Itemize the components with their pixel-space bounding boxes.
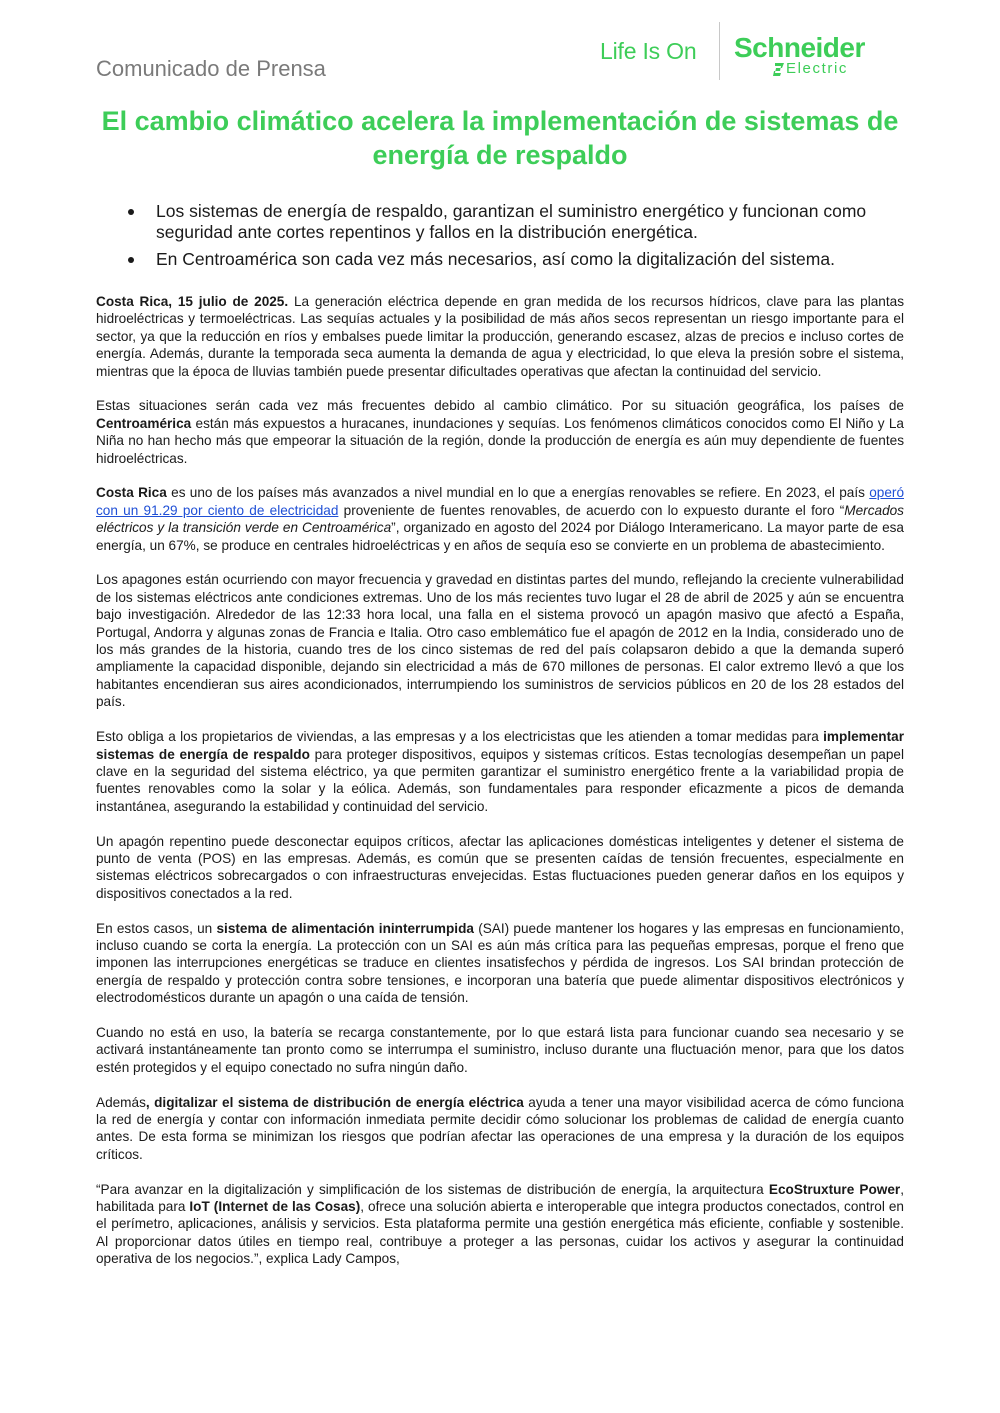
summary-bullets [128,201,888,276]
bold-text: Centroamérica [96,415,192,431]
document-type-label: Comunicado de Prensa [96,56,326,81]
bold-text: , digitalizar el sistema de distribución de energía eléctrica [145,1094,524,1110]
paragraph-digitalize [96,1094,904,1164]
paragraph-outage: Un apagón repentino puede desconectar equipos críticos, afectar las aplicaciones domésticas inteligentes y detener el sistema de punto de venta (POS) en las empresas. Además, es común que se presenten caídas de tensión frecuentes, especialmente en sistemas eléctricos sobrecargados o con infraestructuras envejecidas. Estas fluctuaciones pueden generar daños en los equipos y dispositivos conectados a la red. [96,833,904,901]
paragraph-backup [96,728,904,815]
paragraph-climate [96,397,904,467]
se-mark-icon [772,61,786,77]
paragraph-text: ”, organizado en agosto del 2024 por Diálogo Interamericano. La mayor parte de esa energía, un 67%, se produce en centrales hidroeléctricas y en años de sequía eso se convierte en un problema de abastecimiento. [96,520,904,553]
paragraph-sai [96,920,904,1007]
paragraph-text: , ofrece una solución abierta e interoperable que integra productos conectados, control en el perímetro, aplicaciones, análisis y servicios. Esta plataforma permite una gestión energética más eficiente, confiable y sostenible. Al proporcionar datos útiles en tiempo real, contribuye a proteger a las personas, cuidar los activos y asegurar la continuidad operativa de los negocios.”, explica Lady Campos, [96,1198,904,1267]
logo-divider [719,22,720,80]
logo-subword: Electric [786,60,848,77]
paragraph-text: Estas situaciones serán cada vez más frecuentes debido al cambio climático. Por su situación geográfica, los países de [96,398,904,414]
tagline-prefix: Life Is [600,38,667,64]
tagline-on: On [666,38,697,64]
page-title: El cambio climático acelera la implementación de sistemas de energía de respaldo [101,106,899,170]
paragraph-quote [96,1181,904,1268]
paragraph-text: es uno de los países más avanzados a nivel mundial en lo que a energías renovables se refiere. En 2023, el país [166,485,870,501]
italic-text: Mercados eléctricos y la transición verde en Centroamérica [96,502,904,536]
paragraph-text: ayuda a tener una mayor visibilidad acerca de cómo funciona la red de energía y contar con información inmediata permite decidir cómo solucionar los problemas de calidad de energía cuanto antes. De esta forma se minimizan los riesgos que podrían afectar las operaciones de una empresa y la duración de los equipos críticos. [96,1094,904,1162]
list-item [128,201,888,243]
list-item [128,249,888,270]
paragraph-text: Además [96,1094,146,1110]
bullet-text: Los sistemas de energía de respaldo, garantizan el suministro energético y funcionan como seguridad ante cortes repentinos y fallos en la distribución energética. [156,201,867,242]
paragraph-text: Esto obliga a los propietarios de viviendas, a las empresas y a los electricistas que les atienden a tomar medidas para [96,729,824,745]
bullet-icon [128,257,134,263]
paragraph-text: La generación eléctrica depende en gran medida de los recursos hídricos, clave para las plantas hidroeléctricas y termoeléctricas. Las sequías actuales y la posibilidad de más años secos representan un riesgo importante para el sector, ya que la reducción en ríos y embalses puede limitar la producción, generando escasez, alzas de precios e incluso cortes de energía. Además, durante la temporada seca aumenta la demanda de agua y electricidad, lo que eleva la presión sobre el sistema, mientras que la época de lluvias también puede presentar dificultades operativas que afectan la continuidad del servicio. [96,294,904,379]
paragraph-text: (SAI) puede mantener los hogares y las empresas en funcionamiento, incluso cuando se corta la energía. La protección con un SAI es aún más crítica para las pequeñas empresas, porque el freno que imponen las interrupciones energéticas se traduce en clientes insatisfechos y pérdida de ingresos. Los SAI brindan protección de energía de respaldo y protección contra sobre tensiones, e incorporan una batería que puede alimentar dispositivos electrónicos y electrodomésticos durante un apagón o una caída de tensión. [96,920,904,1006]
bold-text: IoT (Internet de las Cosas) [189,1198,361,1214]
life-is-on-tagline [600,38,696,65]
logo-wordmark: Schneider [734,32,865,63]
paragraph-text: , habilitada para [96,1181,904,1214]
bold-text: implementar sistemas de energía de respaldo [96,729,904,762]
bullet-text: En Centroamérica son cada vez más necesarios, así como la digitalización del sistema. [156,249,835,269]
paragraph-text: “Para avanzar en la digitalización y simplificación de los sistemas de distribución de energía, la arquitectura [96,1181,769,1197]
paragraph-battery: Cuando no está en uso, la batería se recarga constantemente, por lo que estará lista para funcionar cuando sea necesario y se activará instantáneamente tan pronto como se interrumpa el suministro, incluso durante una fluctuación menor, para que los datos estén protegidos y el equipo conectado no sufra ningún daño. [96,1024,904,1075]
article-body [96,293,904,1285]
paragraph-text: proveniente de fuentes renovables, de acuerdo con lo expuesto durante el foro “ [338,502,845,518]
bold-text: sistema de alimentación ininterrumpida [216,920,474,936]
renewables-link[interactable]: operó con un 91.29 por ciento de electricidad [96,485,905,518]
paragraph-text: En estos casos, un [96,920,217,936]
paragraph-costa-rica [96,484,904,554]
bold-text: Costa Rica [96,485,167,501]
bullet-icon [128,209,134,215]
bold-text: EcoStruxture Power [768,1181,901,1197]
schneider-electric-logo [734,34,884,82]
dateline: Costa Rica, 15 julio de 2025. [96,294,289,309]
paragraph-text: para proteger dispositivos, equipos y sistemas críticos. Estas tecnologías desempeñan un papel clave en la seguridad del sistema eléctrico, ya que permiten garantizar el suministro energético frente a la variabilidad propia de fuentes renovables como la solar y la eólica. Además, son fundamentales para responder eficazmente a picos de demanda instantánea, asegurando la estabilidad y continuidad del servicio. [96,746,904,814]
paragraph-blackouts: Los apagones están ocurriendo con mayor frecuencia y gravedad en distintas partes del mundo, reflejando la creciente vulnerabilidad de los sistemas eléctricos ante condiciones extremas. Uno de los más recientes tuvo lugar el 28 de abril de 2025 y aún se encuentra bajo investigación. Alrededor de las 12:33 hora local, una falla en el sistema provocó un apagón masivo que afectó a España, Portugal, Andorra y algunas zonas de Francia e Italia. Otro caso emblemático fue el apagón de 2012 en la India, considerado uno de los más grandes de la historia, cuando tres de los cinco sistemas de red del país colapsaron debido a que la demanda superó ampliamente la capacidad disponible, dejando sin electricidad a más de 670 millones de personas. El calor extremo llevó a que los habitantes encendieran sus aires acondicionados, interrumpiendo los suministros de servicios públicos en 20 de los 28 estados del país. [96,572,904,710]
paragraph-intro [96,293,904,380]
paragraph-text: están más expuestos a huracanes, inundaciones y sequías. Los fenómenos climáticos conocidos como El Niño y La Niña no han hecho más que empeorar la situación de la región, donde la producción de energía es aún muy dependiente de fuentes hidroeléctricas. [96,415,904,466]
